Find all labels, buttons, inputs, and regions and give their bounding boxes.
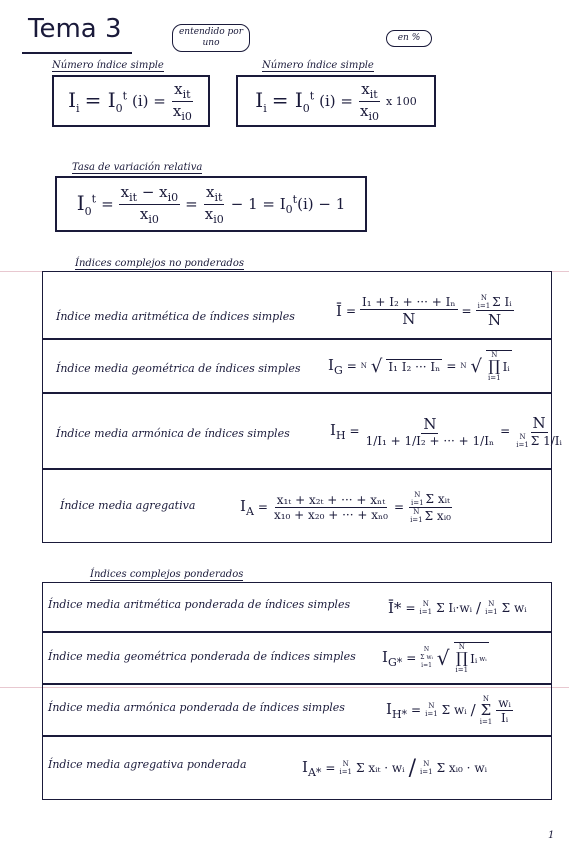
fraction: $\frac{\text{I₁ + I₂ + ··· + Iₙ}}{N}$ xyxy=(362,294,456,328)
formula-box-tasa: $I_0^t$ = $\frac{x_{it} - x_{i0}}{x_{i0}}$ = $\frac{x_{it}}{x_{i0}}$ − $1 = I_0^t(i) - 1$ xyxy=(55,176,367,232)
fraction: N i=1 Σ xᵢₜ N i=1 Σ xᵢ₀ xyxy=(410,490,451,524)
label-tasa: Tasa de variación relativa xyxy=(72,162,203,173)
row-formula: Ī = $\frac{\text{I₁ + I₂ + ··· + Iₙ}}{N}$ = N i=1 Σ Iᵢ N xyxy=(336,293,512,329)
fraction: $\frac{x_{it}}{x_{i0}}$ xyxy=(172,79,192,123)
row-label: Índice media aritmética de índices simples xyxy=(56,310,295,323)
row-formula: $I_{H*}$ = N i=1 Σ wᵢ / N Σ i=1 $\frac{\text{wᵢ}}{\text{Iᵢ}}$ xyxy=(386,694,511,726)
row-label: Índice media geométrica de índices simples xyxy=(56,362,301,375)
title-underline xyxy=(22,52,132,54)
note-bubble-left: entendido por uno xyxy=(172,24,250,52)
fraction: N N i=1 Σ 1/Iᵢ xyxy=(516,413,562,449)
row-formula: $I_{G*}$ = N Σ wᵢ i=1 √ N ∏ i=1 Iᵢ wᵢ xyxy=(382,643,487,674)
formula-box-simple-percent: $I_i$ = $I_0^t$ (i) = $\frac{x_{it}}{x_{i0}}$ x 100 xyxy=(236,75,436,127)
row-formula: $I_{A*}$ = N i=1 Σ xᵢₜ · wᵢ / N i=1 Σ xᵢ₀ · wᵢ xyxy=(302,755,487,781)
fraction: $\frac{N}{\text{1/I₁ + 1/I₂ + ··· + 1/Iₙ}}$ xyxy=(365,414,495,448)
note-bubble-right: en % xyxy=(386,30,432,47)
fraction: $\frac{x_{it}}{x_{i0}}$ xyxy=(360,79,379,123)
row-label: Índice media agregativa xyxy=(60,499,196,512)
row-formula: $I_G$ = N √ I₁ I₂ ··· Iₙ = N √ N ∏ i=1 Iᵢ xyxy=(328,351,510,382)
section-title-no-ponderados: Índices complejos no ponderados xyxy=(75,258,244,269)
fraction: N i=1 Σ Iᵢ N xyxy=(477,293,512,329)
row-label: Índice media armónica ponderada de índices simples xyxy=(48,701,345,714)
row-label: Índice media armónica de índices simples xyxy=(56,427,290,440)
fraction: $\frac{\text{x₁ₜ + x₂ₜ + ··· + xₙₜ}}{\text{x₁₀ + x₂₀ + ··· + xₙ₀}}$ xyxy=(273,492,388,522)
label-simple-num: Número índice simple xyxy=(52,60,164,71)
page-number: 1 xyxy=(548,830,555,841)
row-formula: $I_A$ = $\frac{\text{x₁ₜ + x₂ₜ + ··· + xₙₜ}}{\text{x₁₀ + x₂₀ + ··· + xₙ₀}}$ = N i=1 Σ xᵢₜ N i=1 Σ xᵢ₀ xyxy=(240,490,451,524)
row-formula: $I_H$ = $\frac{N}{\text{1/I₁ + 1/I₂ + ··· + 1/Iₙ}}$ = N N i=1 Σ 1/Iᵢ xyxy=(330,413,562,449)
fraction: $\frac{\text{wᵢ}}{\text{Iᵢ}}$ xyxy=(498,695,511,725)
row-label: Índice media geométrica ponderada de índices simples xyxy=(48,650,356,663)
row-label: Índice media aritmética ponderada de índices simples xyxy=(48,598,351,611)
label-simple-pct: Número índice simple xyxy=(262,60,374,71)
fraction: $\frac{x_{it} - x_{i0}}{x_{i0}}$ xyxy=(120,182,179,226)
section-title-ponderados: Índices complejos ponderados xyxy=(90,569,244,580)
page-title: Tema 3 xyxy=(28,14,122,44)
fraction: $\frac{x_{it}}{x_{i0}}$ xyxy=(204,182,224,226)
formula-box-simple: $I_i$ = $I_0^t$ (i) = $\frac{x_{it}}{x_{i0}}$ xyxy=(52,75,210,127)
row-label: Índice media agregativa ponderada xyxy=(48,758,247,771)
row-formula: Ī* = N i=1 Σ Iᵢ·wᵢ / N i=1 Σ wᵢ xyxy=(388,599,527,617)
